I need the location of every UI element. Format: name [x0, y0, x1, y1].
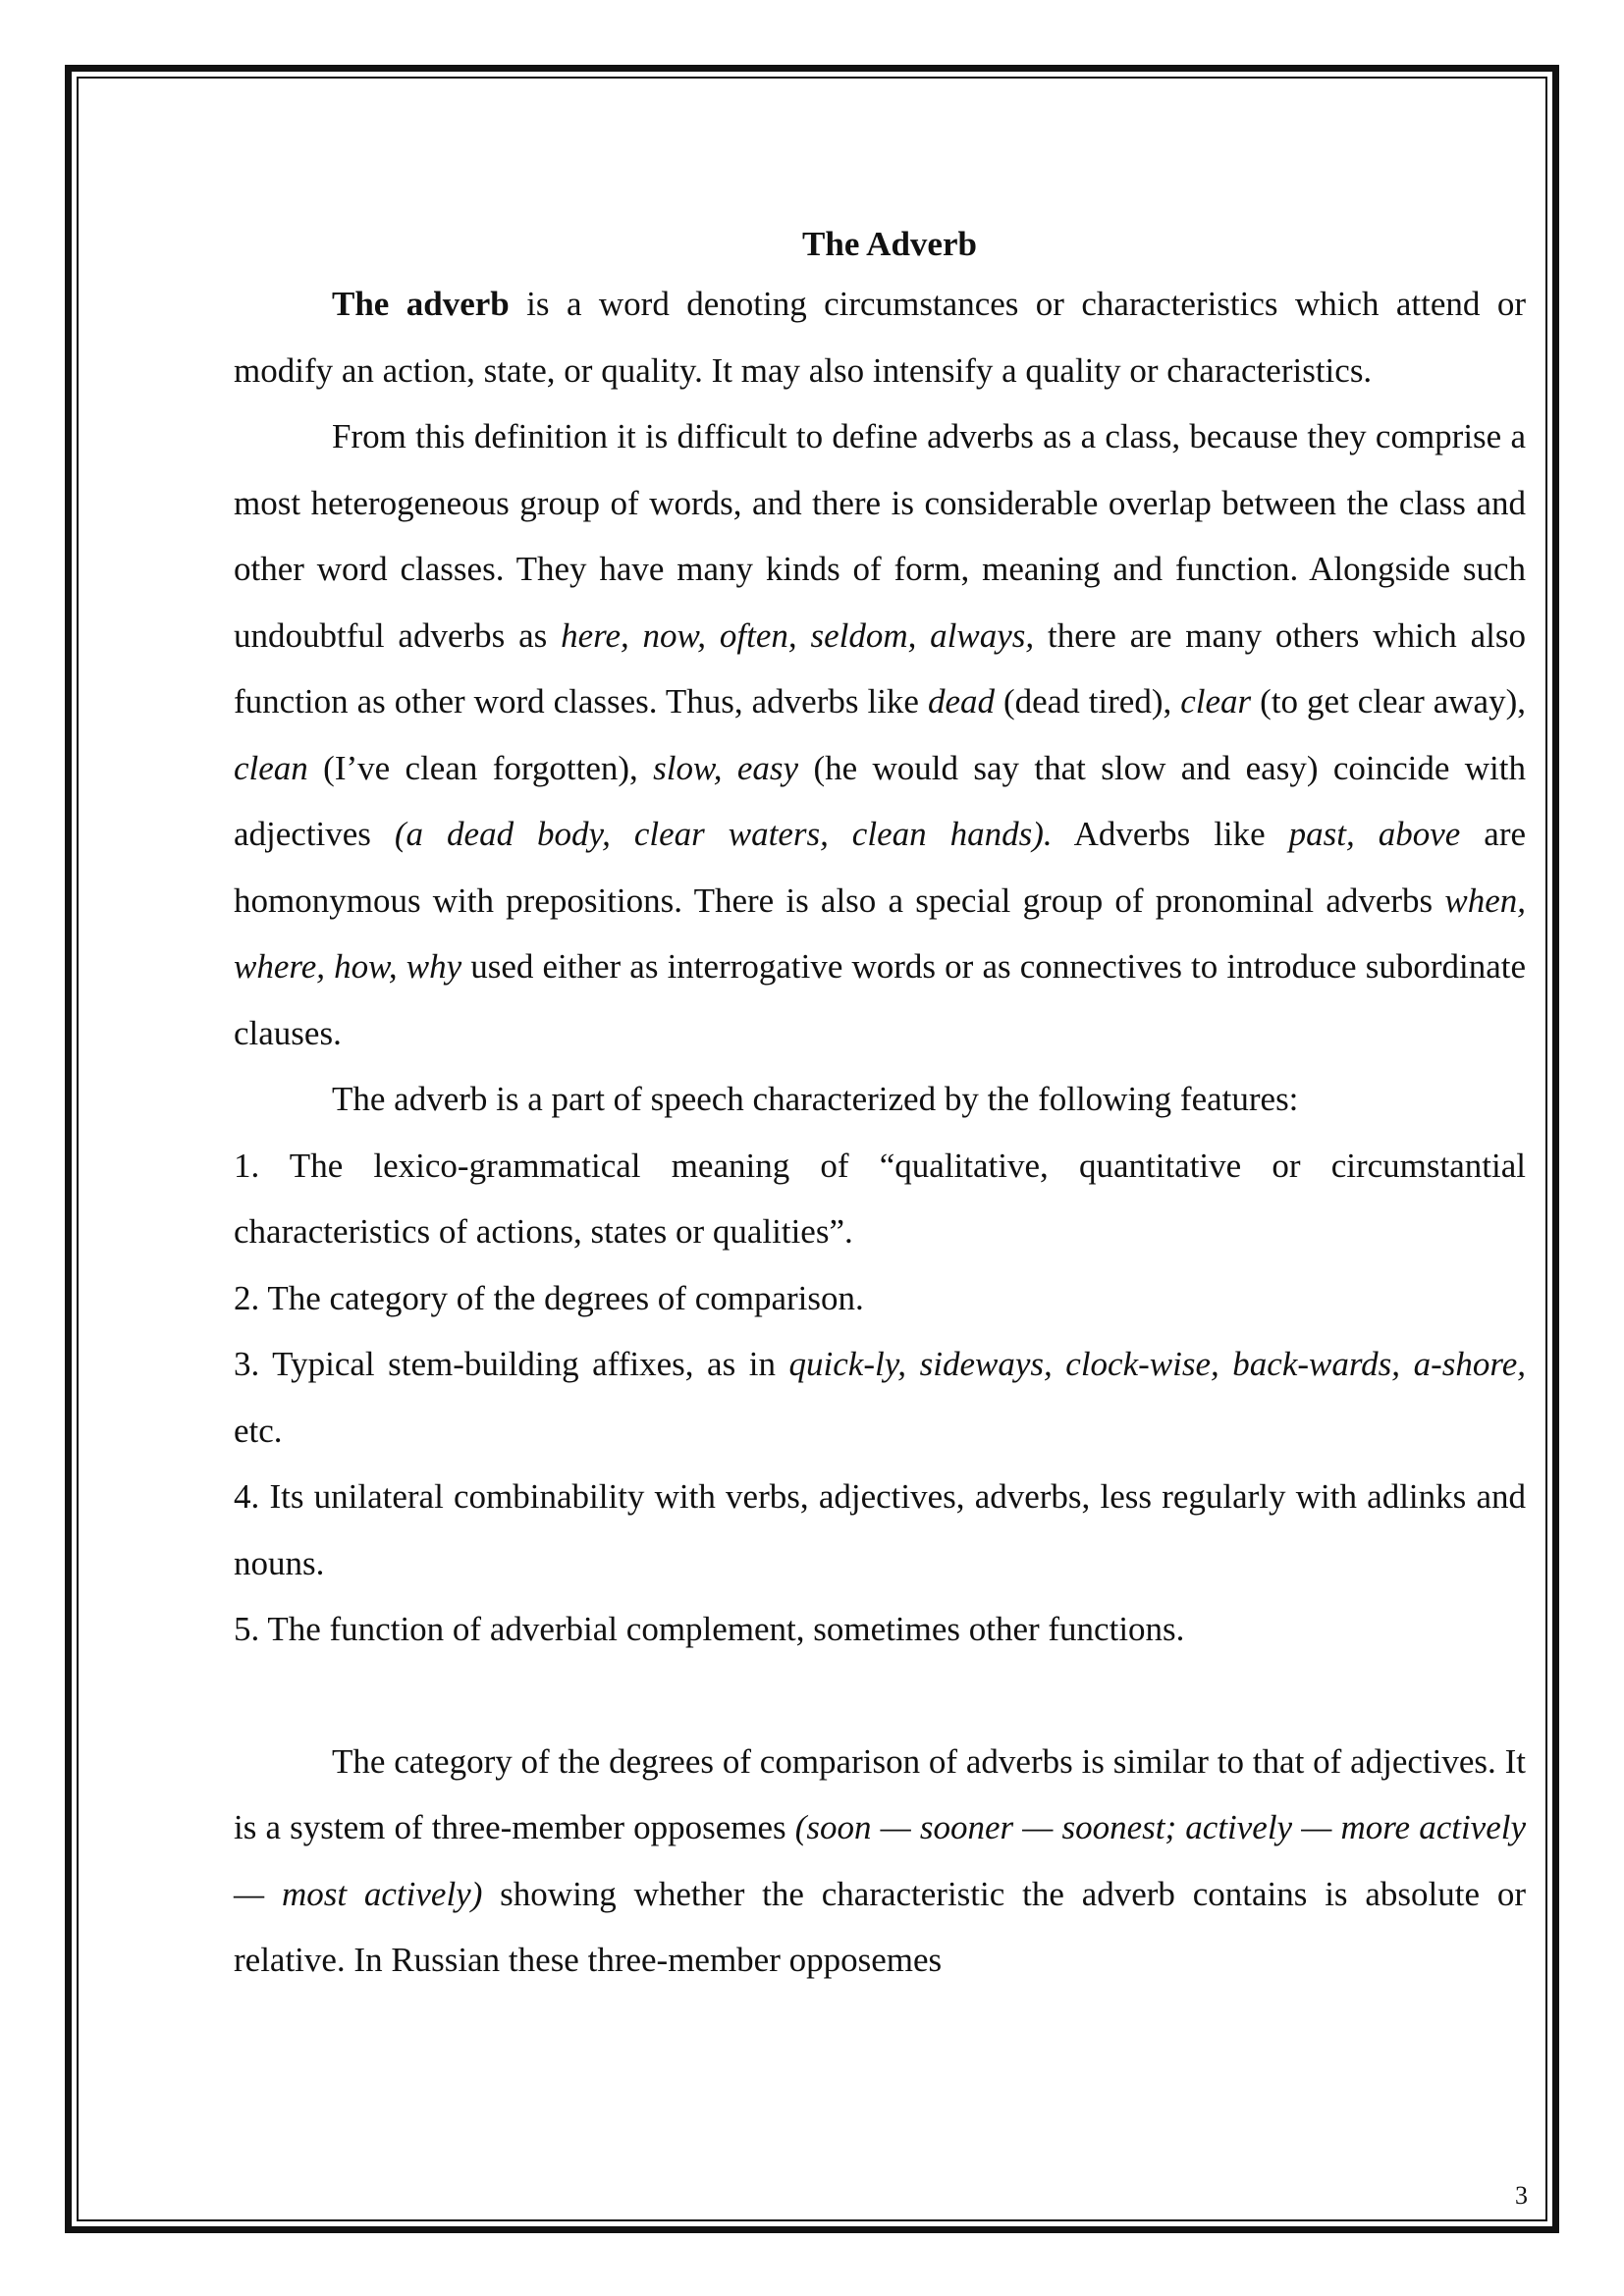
- text-run: (dead tired),: [995, 682, 1181, 721]
- text-run: there are many others which also function as other word classes. Thus, adverbs like: [234, 615, 1526, 721]
- text-run: etc.: [234, 1411, 283, 1450]
- page-number: 3: [1515, 2181, 1528, 2210]
- paragraph-features-intro: The adverb is a part of speech characterized by the following features:: [332, 1080, 1299, 1118]
- list-item-1: 1. The lexico-grammatical meaning of “qualitative, quantitative or circumstantial characteristics of actions, states or qualities”.: [234, 1146, 1526, 1251]
- italic-example: when, where, how, why: [234, 881, 1526, 986]
- bold-term: The adverb: [332, 285, 510, 323]
- italic-example: quick-ly, sideways, clock-wise, back-wards, a-shore,: [788, 1345, 1526, 1383]
- italic-example: clean: [234, 748, 308, 787]
- paragraph-definition: [234, 271, 1526, 403]
- text-run: (he would say that slow and easy) coincide with adjectives: [234, 748, 1526, 853]
- text-run: 3. Typical stem-building affixes, as in: [234, 1345, 789, 1383]
- italic-example: here, now, often, seldom, always,: [561, 615, 1035, 655]
- document-body: [234, 217, 1526, 1994]
- italic-example: past, above: [1288, 815, 1461, 853]
- text-run: used either as interrogative words or as connectives to introduce subordinate clauses.: [234, 947, 1526, 1052]
- list-item-3: [234, 1331, 1526, 1464]
- paragraph-degrees-comparison: [234, 1729, 1526, 1994]
- list-item-4: 4. Its unilateral combinability with verbs, adjectives, adverbs, less regularly with adlinks and nouns.: [234, 1477, 1526, 1582]
- italic-example: (a dead body, clear waters, clean hands).: [394, 815, 1053, 853]
- italic-example: clear: [1180, 682, 1252, 721]
- italic-example: dead: [927, 682, 995, 721]
- text-run: showing whether the characteristic the adverb contains is absolute or relative. In Russian these three-member opposemes: [234, 1874, 1526, 1979]
- text-run: From this definition it is difficult to define adverbs as a class, because they comprise a most heterogeneous group of words, and there is considerable overlap between the class and other word classes. They have many kinds of form, meaning and function. Alongside such undoubtful adverbs as: [234, 417, 1526, 655]
- document-title: The Adverb: [802, 225, 977, 263]
- text-run: are homonymous with prepositions. There is also a special group of pronominal adverbs: [234, 815, 1527, 920]
- list-item-5: 5. The function of adverbial complement, sometimes other functions.: [234, 1610, 1185, 1648]
- paragraph-classification: [234, 403, 1526, 1066]
- text-run: (I’ve clean forgotten),: [307, 748, 654, 787]
- text-run: Adverbs like: [1052, 815, 1289, 853]
- text-run: (to get clear away),: [1251, 682, 1527, 721]
- italic-example: (soon — sooner — soonest; actively — more actively — most actively): [234, 1808, 1526, 1913]
- text-run: The category of the degrees of comparison of adverbs is similar to that of adjectives. It is a system of three-member opposemes: [234, 1741, 1526, 1846]
- italic-example: slow, easy: [653, 748, 799, 787]
- paragraph-spacer: [234, 1663, 1526, 1729]
- list-item-2: 2. The category of the degrees of comparison.: [234, 1278, 864, 1317]
- definition-text: is a word denoting circumstances or characteristics which attend or modify an action, state, or quality. It may also intensify a quality or characteristics.: [234, 285, 1526, 390]
